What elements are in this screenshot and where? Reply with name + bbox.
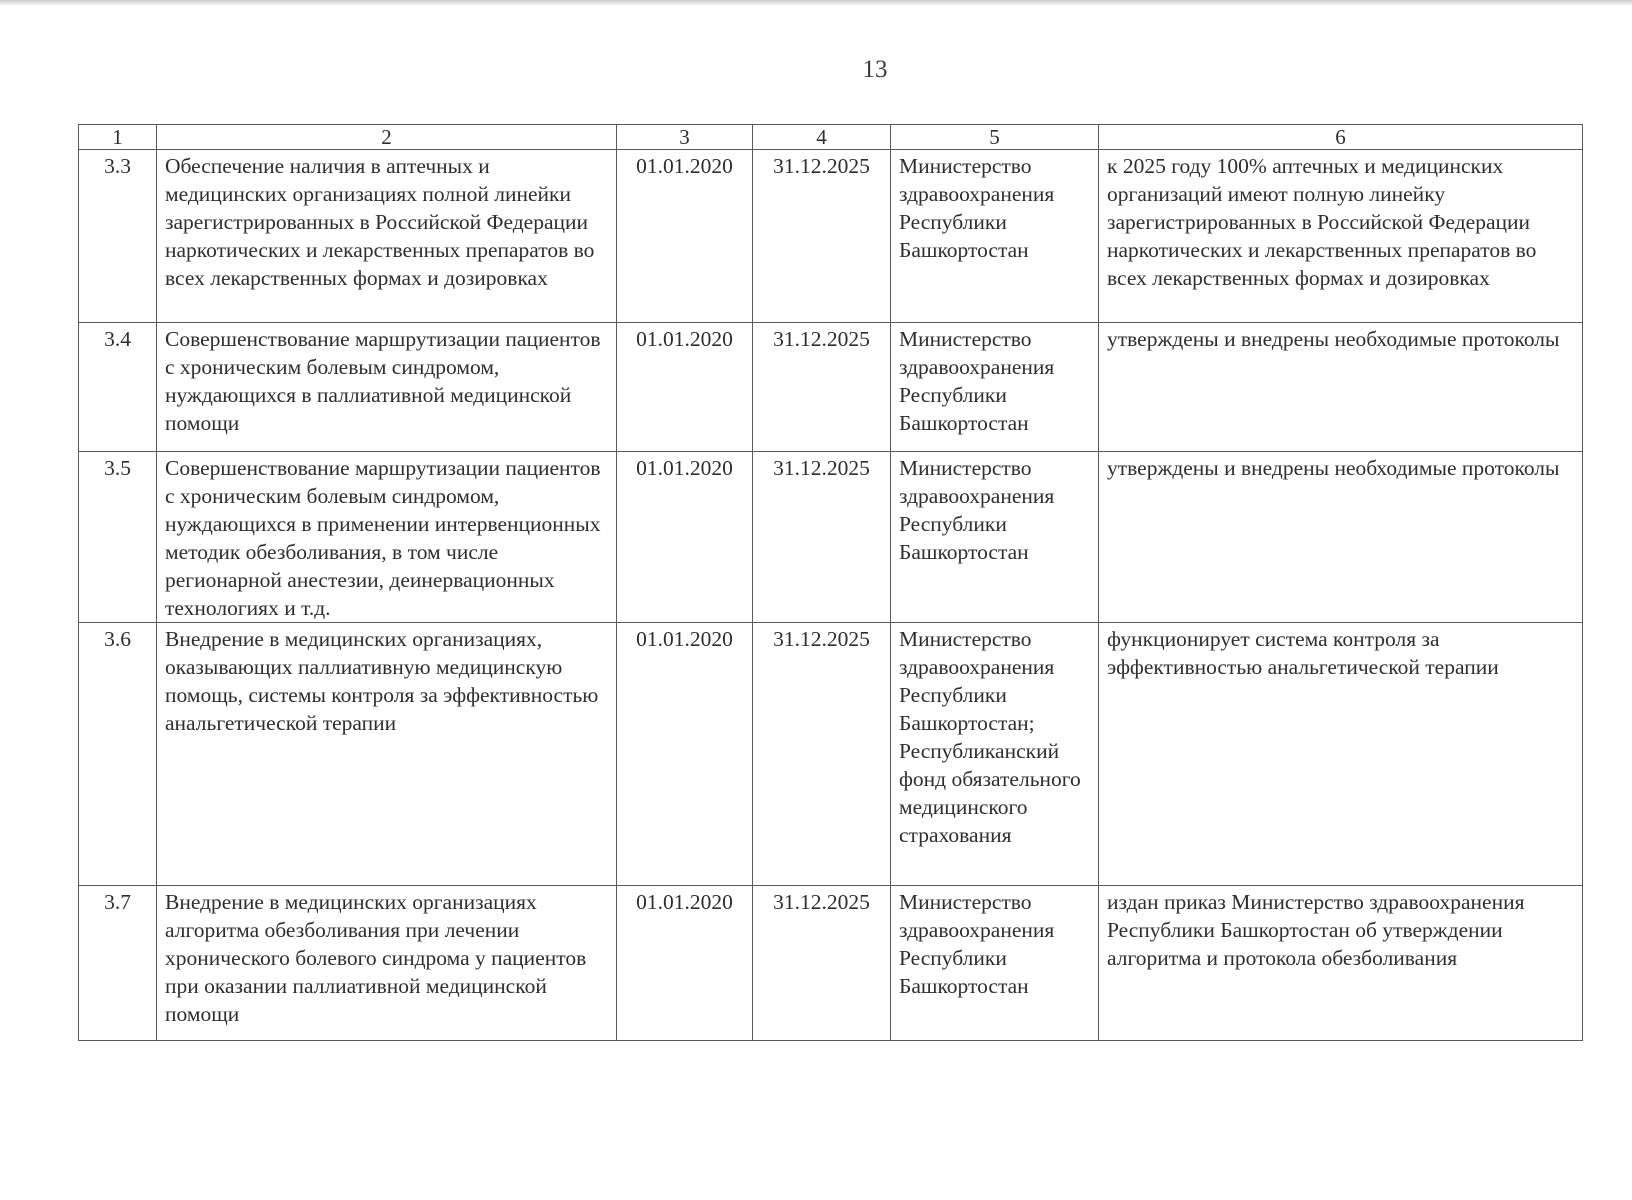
table-row <box>79 150 1583 323</box>
responsible-cell: Министерство здравоохранения Республики Башкортостан <box>891 452 1099 623</box>
table-row <box>79 323 1583 452</box>
column-header: 5 <box>891 125 1099 150</box>
activity-cell: Внедрение в медицинских организациях алгоритма обезболивания при лечении хронического болевого синдрома у пациентов при оказании паллиативной медицинской помощи <box>157 886 617 1041</box>
row-number: 3.5 <box>79 452 157 623</box>
activity-cell: Совершенствование маршрутизации пациентов с хроническим болевым синдромом, нуждающихся в применении интервенционных методик обезболивания, в том числе регионарной анестезии, деинервационных технологиях и т.д. <box>157 452 617 623</box>
end-date-cell: 31.12.2025 <box>753 886 891 1041</box>
column-header: 1 <box>79 125 157 150</box>
activity-cell: Внедрение в медицинских организациях, оказывающих паллиативную медицинскую помощь, системы контроля за эффективностью анальгетической терапии <box>157 623 617 886</box>
end-date-cell: 31.12.2025 <box>753 623 891 886</box>
result-cell: функционирует система контроля за эффективностью анальгетической терапии <box>1099 623 1583 886</box>
measures-table <box>78 124 1583 1041</box>
end-date-cell: 31.12.2025 <box>753 452 891 623</box>
start-date-cell: 01.01.2020 <box>617 623 753 886</box>
row-number: 3.6 <box>79 623 157 886</box>
responsible-cell: Министерство здравоохранения Республики Башкортостан; Республиканский фонд обязательного медицинского страхования <box>891 623 1099 886</box>
column-header: 4 <box>753 125 891 150</box>
start-date-cell: 01.01.2020 <box>617 150 753 323</box>
responsible-cell: Министерство здравоохранения Республики Башкортостан <box>891 886 1099 1041</box>
activity-cell: Совершенствование маршрутизации пациентов с хроническим болевым синдромом, нуждающихся в паллиативной медицинской помощи <box>157 323 617 452</box>
table-header-row <box>79 125 1583 150</box>
column-header: 2 <box>157 125 617 150</box>
result-cell: к 2025 году 100% аптечных и медицинских организаций имеют полную линейку зарегистрированных в Российской Федерации наркотических и лекарственных препаратов во всех лекарственных формах и дозировках <box>1099 150 1583 323</box>
start-date-cell: 01.01.2020 <box>617 886 753 1041</box>
responsible-cell: Министерство здравоохранения Республики Башкортостан <box>891 323 1099 452</box>
table-row <box>79 623 1583 886</box>
column-header: 3 <box>617 125 753 150</box>
scan-edge-shadow <box>0 0 1632 6</box>
activity-cell: Обеспечение наличия в аптечных и медицинских организациях полной линейки зарегистрированных в Российской Федерации наркотических и лекарственных препаратов во всех лекарственных формах и дозировках <box>157 150 617 323</box>
result-cell: утверждены и внедрены необходимые протоколы <box>1099 323 1583 452</box>
start-date-cell: 01.01.2020 <box>617 323 753 452</box>
row-number: 3.7 <box>79 886 157 1041</box>
page-number: 13 <box>862 56 888 83</box>
column-header: 6 <box>1099 125 1583 150</box>
end-date-cell: 31.12.2025 <box>753 323 891 452</box>
table-row <box>79 452 1583 623</box>
end-date-cell: 31.12.2025 <box>753 150 891 323</box>
responsible-cell: Министерство здравоохранения Республики Башкортостан <box>891 150 1099 323</box>
row-number: 3.3 <box>79 150 157 323</box>
table-row <box>79 886 1583 1041</box>
start-date-cell: 01.01.2020 <box>617 452 753 623</box>
result-cell: издан приказ Министерство здравоохранения Республики Башкортостан об утверждении алгоритма и протокола обезболивания <box>1099 886 1583 1041</box>
result-cell: утверждены и внедрены необходимые протоколы <box>1099 452 1583 623</box>
row-number: 3.4 <box>79 323 157 452</box>
